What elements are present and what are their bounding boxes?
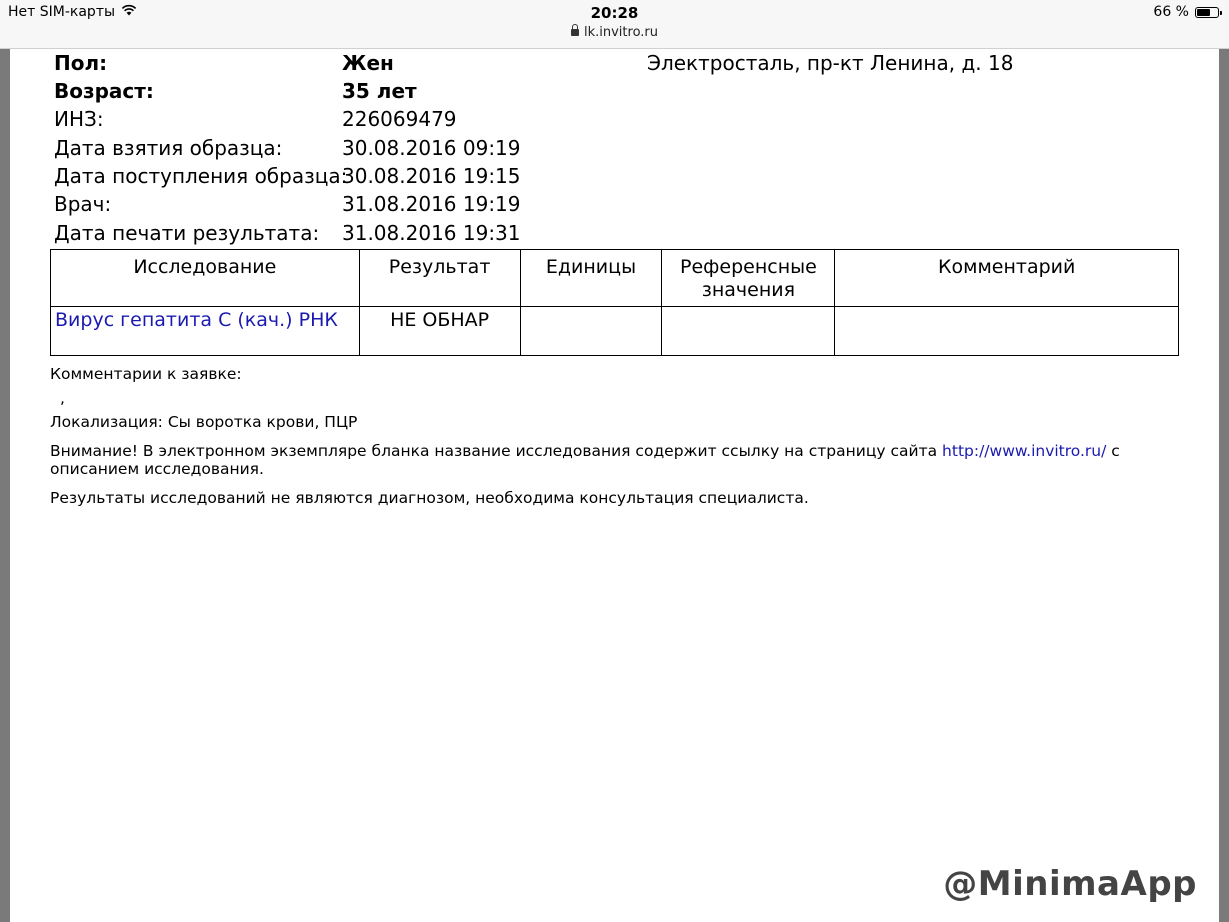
attention-text: [50, 442, 1180, 478]
clock: 20:28: [590, 4, 639, 22]
header-reference: Референсные значения: [662, 250, 835, 307]
url-text: lk.invitro.ru: [583, 25, 659, 40]
carrier-label: Нет SIM-карты: [8, 4, 116, 20]
address-bar[interactable]: [0, 25, 1229, 40]
sample-received-label: Дата поступления образца:: [54, 164, 348, 188]
header-units: Единицы: [520, 250, 662, 307]
table-header-row: [51, 250, 1179, 307]
sex-row: [54, 51, 1154, 79]
battery-status: [1153, 4, 1219, 20]
battery-fill: [1197, 9, 1210, 16]
print-date-row: [54, 221, 1154, 249]
address: Электросталь, пр-кт Ленина, д. 18: [647, 51, 1014, 75]
results-table: [50, 249, 1179, 356]
sex-value: Жен: [342, 51, 394, 75]
sample-received-value: 30.08.2016 19:15: [342, 164, 521, 188]
comment-value: [835, 307, 1179, 356]
doctor-label: Врач:: [54, 192, 112, 216]
comments-label: Комментарии к заявке:: [50, 365, 242, 383]
doctor-row: [54, 192, 1154, 220]
print-date-label: Дата печати результата:: [54, 221, 320, 245]
doctor-value: 31.08.2016 19:19: [342, 192, 521, 216]
attention-main: Внимание! В электронном экземпляре бланка название исследования содержит ссылку на страницу сайта: [50, 442, 938, 460]
reference-value: [662, 307, 835, 356]
sex-label: Пол:: [54, 51, 108, 75]
disclaimer-text: Результаты исследований не являются диагнозом, необходима консультация специалиста.: [50, 489, 809, 507]
table-row: [51, 307, 1179, 356]
attention-tail: с описанием исследования.: [50, 442, 1120, 478]
sample-taken-value: 30.08.2016 09:19: [342, 136, 521, 160]
units-value: [520, 307, 662, 356]
print-date-value: 31.08.2016 19:31: [342, 221, 521, 245]
result-value: НЕ ОБНАР: [359, 307, 520, 356]
header-result: Результат: [359, 250, 520, 307]
header-test: Исследование: [51, 250, 360, 307]
age-value: 35 лет: [342, 79, 417, 103]
result-page: [10, 49, 1219, 922]
localization-text: Локализация: Сы воротка крови, ПЦР: [50, 413, 358, 431]
watermark: @MinimaApp: [943, 864, 1197, 904]
age-row: [54, 79, 1154, 107]
sample-received-row: [54, 164, 1154, 192]
age-label: Возраст:: [54, 79, 154, 103]
header-comment: Комментарий: [835, 250, 1179, 307]
status-bar: [0, 0, 1229, 49]
battery-percent: 66 %: [1153, 4, 1189, 20]
inz-row: [54, 107, 1154, 135]
battery-icon: [1195, 7, 1219, 18]
test-name-link[interactable]: Вирус гепатита С (кач.) РНК: [51, 307, 360, 356]
inz-label: ИНЗ:: [54, 107, 104, 131]
invitro-link[interactable]: http://www.invitro.ru/: [942, 442, 1107, 460]
sample-taken-label: Дата взятия образца:: [54, 136, 283, 160]
lock-icon: [571, 29, 579, 36]
sample-taken-row: [54, 136, 1154, 164]
notes-section: [50, 365, 1180, 507]
comment-comma: ,: [60, 389, 65, 407]
inz-value: 226069479: [342, 107, 457, 131]
